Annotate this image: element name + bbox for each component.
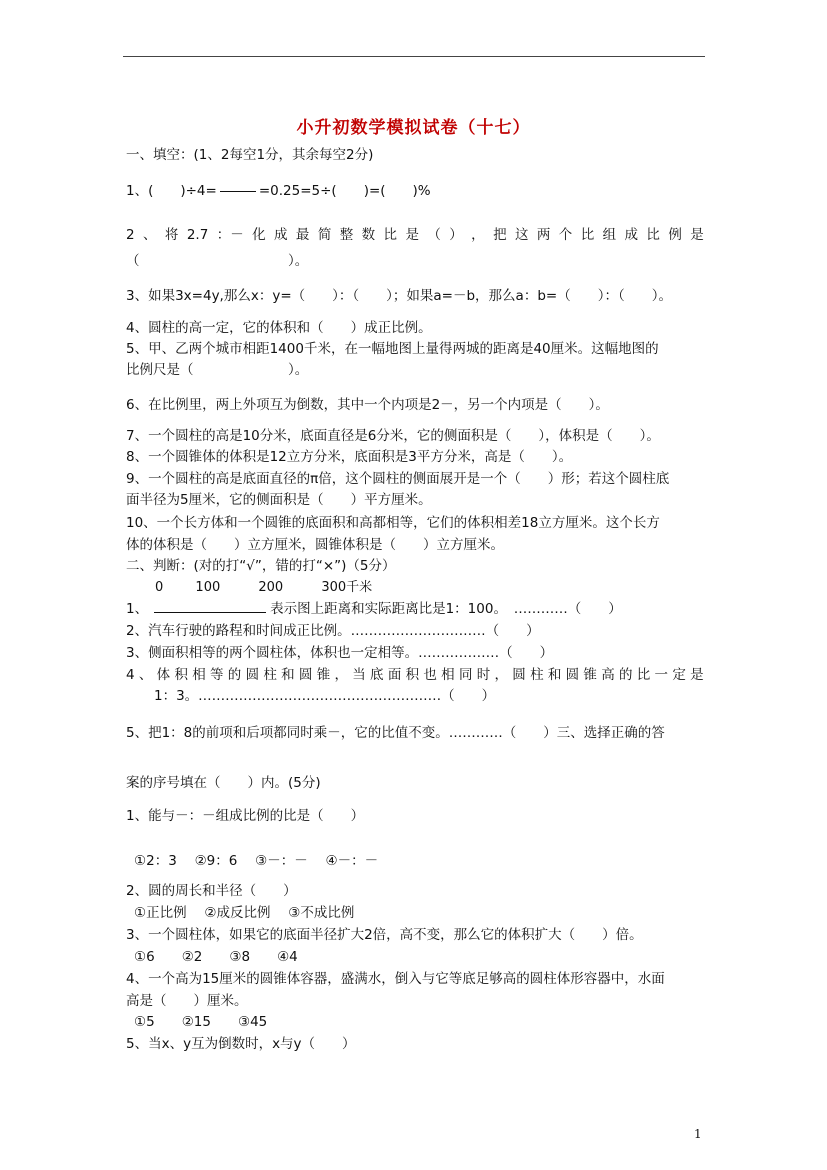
q1-1-part-a: 1、( )÷4=: [126, 183, 217, 199]
page-title: 小升初数学模拟试卷（十七）: [296, 118, 531, 138]
text-token: 最: [295, 227, 310, 243]
text-token: 高: [601, 667, 615, 683]
text-token: 是: [405, 227, 419, 243]
scale-tick-200: 200: [258, 580, 284, 595]
text-token: 把: [493, 227, 507, 243]
q3-2-options: ①正比例 ②成反比例 ③不成比例: [134, 905, 355, 921]
text-token: 整: [339, 227, 354, 243]
q1-1: [126, 181, 431, 201]
text-token: ：－: [216, 227, 244, 243]
text-token: 圆: [512, 667, 526, 683]
text-token: ，: [494, 667, 508, 683]
text-token: 时: [476, 667, 491, 683]
q1-2-line2: （ ）。: [126, 253, 309, 269]
q1-9-line1: 9、一个圆柱的高是底面直径的π倍，这个圆柱的侧面展开是一个（ ）形；若这个圆柱底: [126, 471, 670, 487]
q1-5-line1: 5、甲、乙两个城市相距1400千米，在一幅地图上量得两城的距离是40厘米。这幅地图的: [126, 341, 659, 357]
q1-4: 4、圆柱的高一定，它的体积和（ ）成正比例。: [126, 320, 432, 336]
text-token: ，: [334, 667, 348, 683]
text-token: 两: [536, 227, 551, 243]
section2-heading: 二、判断：(对的打“√”，错的打“×”)（5分）: [126, 558, 396, 574]
text-token: 2: [126, 227, 135, 243]
text-token: 等: [210, 667, 224, 683]
q1-6: 6、在比例里，两上外项互为倒数，其中一个内项是2－，另一个内项是（ ）。: [126, 397, 609, 413]
q2-1: [126, 599, 622, 619]
text-token: 体: [156, 667, 171, 683]
text-token: 定: [672, 667, 686, 683]
q2-1-number: 1、: [126, 601, 149, 617]
text-token: 是: [690, 667, 704, 683]
q3-5: 5、当x、y互为倒数时，x与y（ ）: [126, 1036, 356, 1052]
text-token: 锥: [583, 667, 597, 683]
text-token: 圆: [245, 667, 260, 683]
text-token: 和: [281, 667, 295, 683]
text-token: 的: [227, 667, 242, 683]
fraction-line: [220, 191, 256, 192]
text-token: 积: [405, 667, 420, 683]
q1-3: 3、如果3x=4y,那么x：y=（ ）：（ ）；如果a=－b，那么a：b=（ ）：（ ）。: [126, 288, 672, 304]
text-token: 成: [624, 227, 639, 243]
text-token: 比: [646, 227, 660, 243]
text-token: 化: [252, 227, 266, 243]
section3-heading-cont: 案的序号填在（ ）内。(5分): [126, 775, 321, 791]
text-token: 的: [618, 667, 633, 683]
q1-1-part-b: =0.25=5÷( )=( )%: [258, 183, 431, 199]
text-token: 、: [143, 227, 157, 243]
text-token: 比: [383, 227, 398, 243]
text-token: 一: [654, 667, 669, 683]
q3-4-line2: 高是（ ）厘米。: [126, 993, 248, 1009]
text-token: 相: [441, 667, 455, 683]
text-token: 个: [558, 227, 573, 243]
text-token: 积: [174, 667, 188, 683]
text-token: 简: [317, 227, 332, 243]
page-number: 1: [694, 1127, 702, 1141]
section1-heading: 一、填空：(1、2每空1分，其余每空2分): [126, 147, 374, 163]
text-token: 当: [352, 667, 366, 683]
q1-10-line1: 10、一个长方体和一个圆锥的底面积和高都相等，它们的体积相差18立方厘米。这个长方: [126, 515, 660, 531]
q3-4-options: ①5 ②15 ③45: [134, 1014, 268, 1030]
text-token: 比: [636, 667, 651, 683]
q2-1-text: 表示图上距离和实际距离比是1：100。 …………（ ）: [270, 601, 622, 617]
q3-1: 1、能与－：－组成比例的比是（ ）: [126, 808, 365, 824]
text-token: 比: [580, 227, 595, 243]
q1-10-line2: 体的体积是（ ）立方厘米，圆锥体积是（ ）立方厘米。: [126, 537, 504, 553]
scale-bar-blank: [154, 600, 266, 613]
text-token: 相: [192, 667, 206, 683]
text-token: 是: [690, 227, 704, 243]
text-token: 也: [423, 667, 437, 683]
text-token: 柱: [530, 667, 544, 683]
text-token: 圆: [298, 667, 313, 683]
q1-8: 8、一个圆锥体的体积是12立方分米，底面积是3平方分米，高是（ ）。: [126, 449, 573, 465]
text-token: 这: [514, 227, 529, 243]
q3-3-options: ①6 ②2 ③8 ④4: [134, 949, 298, 965]
q3-3: 3、一个圆柱体，如果它的底面半径扩大2倍，高不变，那么它的体积扩大（ ）倍。: [126, 927, 643, 943]
q2-4-line1: [126, 665, 704, 685]
text-token: 、: [138, 667, 153, 683]
text-token: ，: [471, 227, 485, 243]
text-token: 成: [274, 227, 288, 243]
q3-4-line1: 4、一个高为15厘米的圆锥体容器，盛满水，倒入与它等底足够高的圆柱体形容器中，水面: [126, 971, 665, 987]
text-token: 组: [602, 227, 617, 243]
text-token: 4: [126, 667, 135, 683]
q3-2: 2、圆的周长和半径（ ）: [126, 883, 297, 899]
text-token: 锥: [316, 667, 331, 683]
scale-tick-0: 0: [155, 580, 164, 595]
text-token: 圆: [565, 667, 580, 683]
text-token: 2.7: [186, 227, 209, 243]
header-rule: [123, 56, 705, 57]
text-token: 底: [370, 667, 384, 683]
text-token: 数: [361, 227, 376, 243]
q2-3: 3、侧面积相等的两个圆柱体，体积也一定相等。………………（ ）: [126, 645, 554, 661]
text-token: 柱: [263, 667, 277, 683]
text-token: （: [427, 227, 441, 243]
q2-4-line2: 1：3。………………………………………………（ ）: [154, 688, 496, 704]
text-token: 和: [547, 667, 562, 683]
text-token: 将: [164, 227, 179, 243]
text-token: 面: [387, 667, 402, 683]
scale-tick-300: 300千米: [321, 580, 373, 595]
text-token: 例: [668, 227, 682, 243]
q2-5: 5、把1：8的前项和后项都同时乘－，它的比值不变。…………（ ）三、选择正确的答: [126, 725, 665, 741]
q3-1-options: ①2：3 ②9：6 ③－：－ ④－：－: [134, 853, 379, 869]
q1-2-line1: [126, 225, 704, 245]
q2-2: 2、汽车行驶的路程和时间成正比例。…………………………（ ）: [126, 623, 540, 639]
text-token: 同: [458, 667, 473, 683]
q1-5-line2: 比例尺是（ ）。: [126, 362, 309, 378]
text-token: ）: [449, 227, 463, 243]
q1-7: 7、一个圆柱的高是10分米，底面直径是6分米，它的侧面积是（ ），体积是（ ）。: [126, 428, 660, 444]
scale-tick-100: 100: [195, 580, 221, 595]
scale-labels: [155, 578, 372, 598]
q1-9-line2: 面半径为5厘米，它的侧面积是（ ）平方厘米。: [126, 492, 432, 508]
